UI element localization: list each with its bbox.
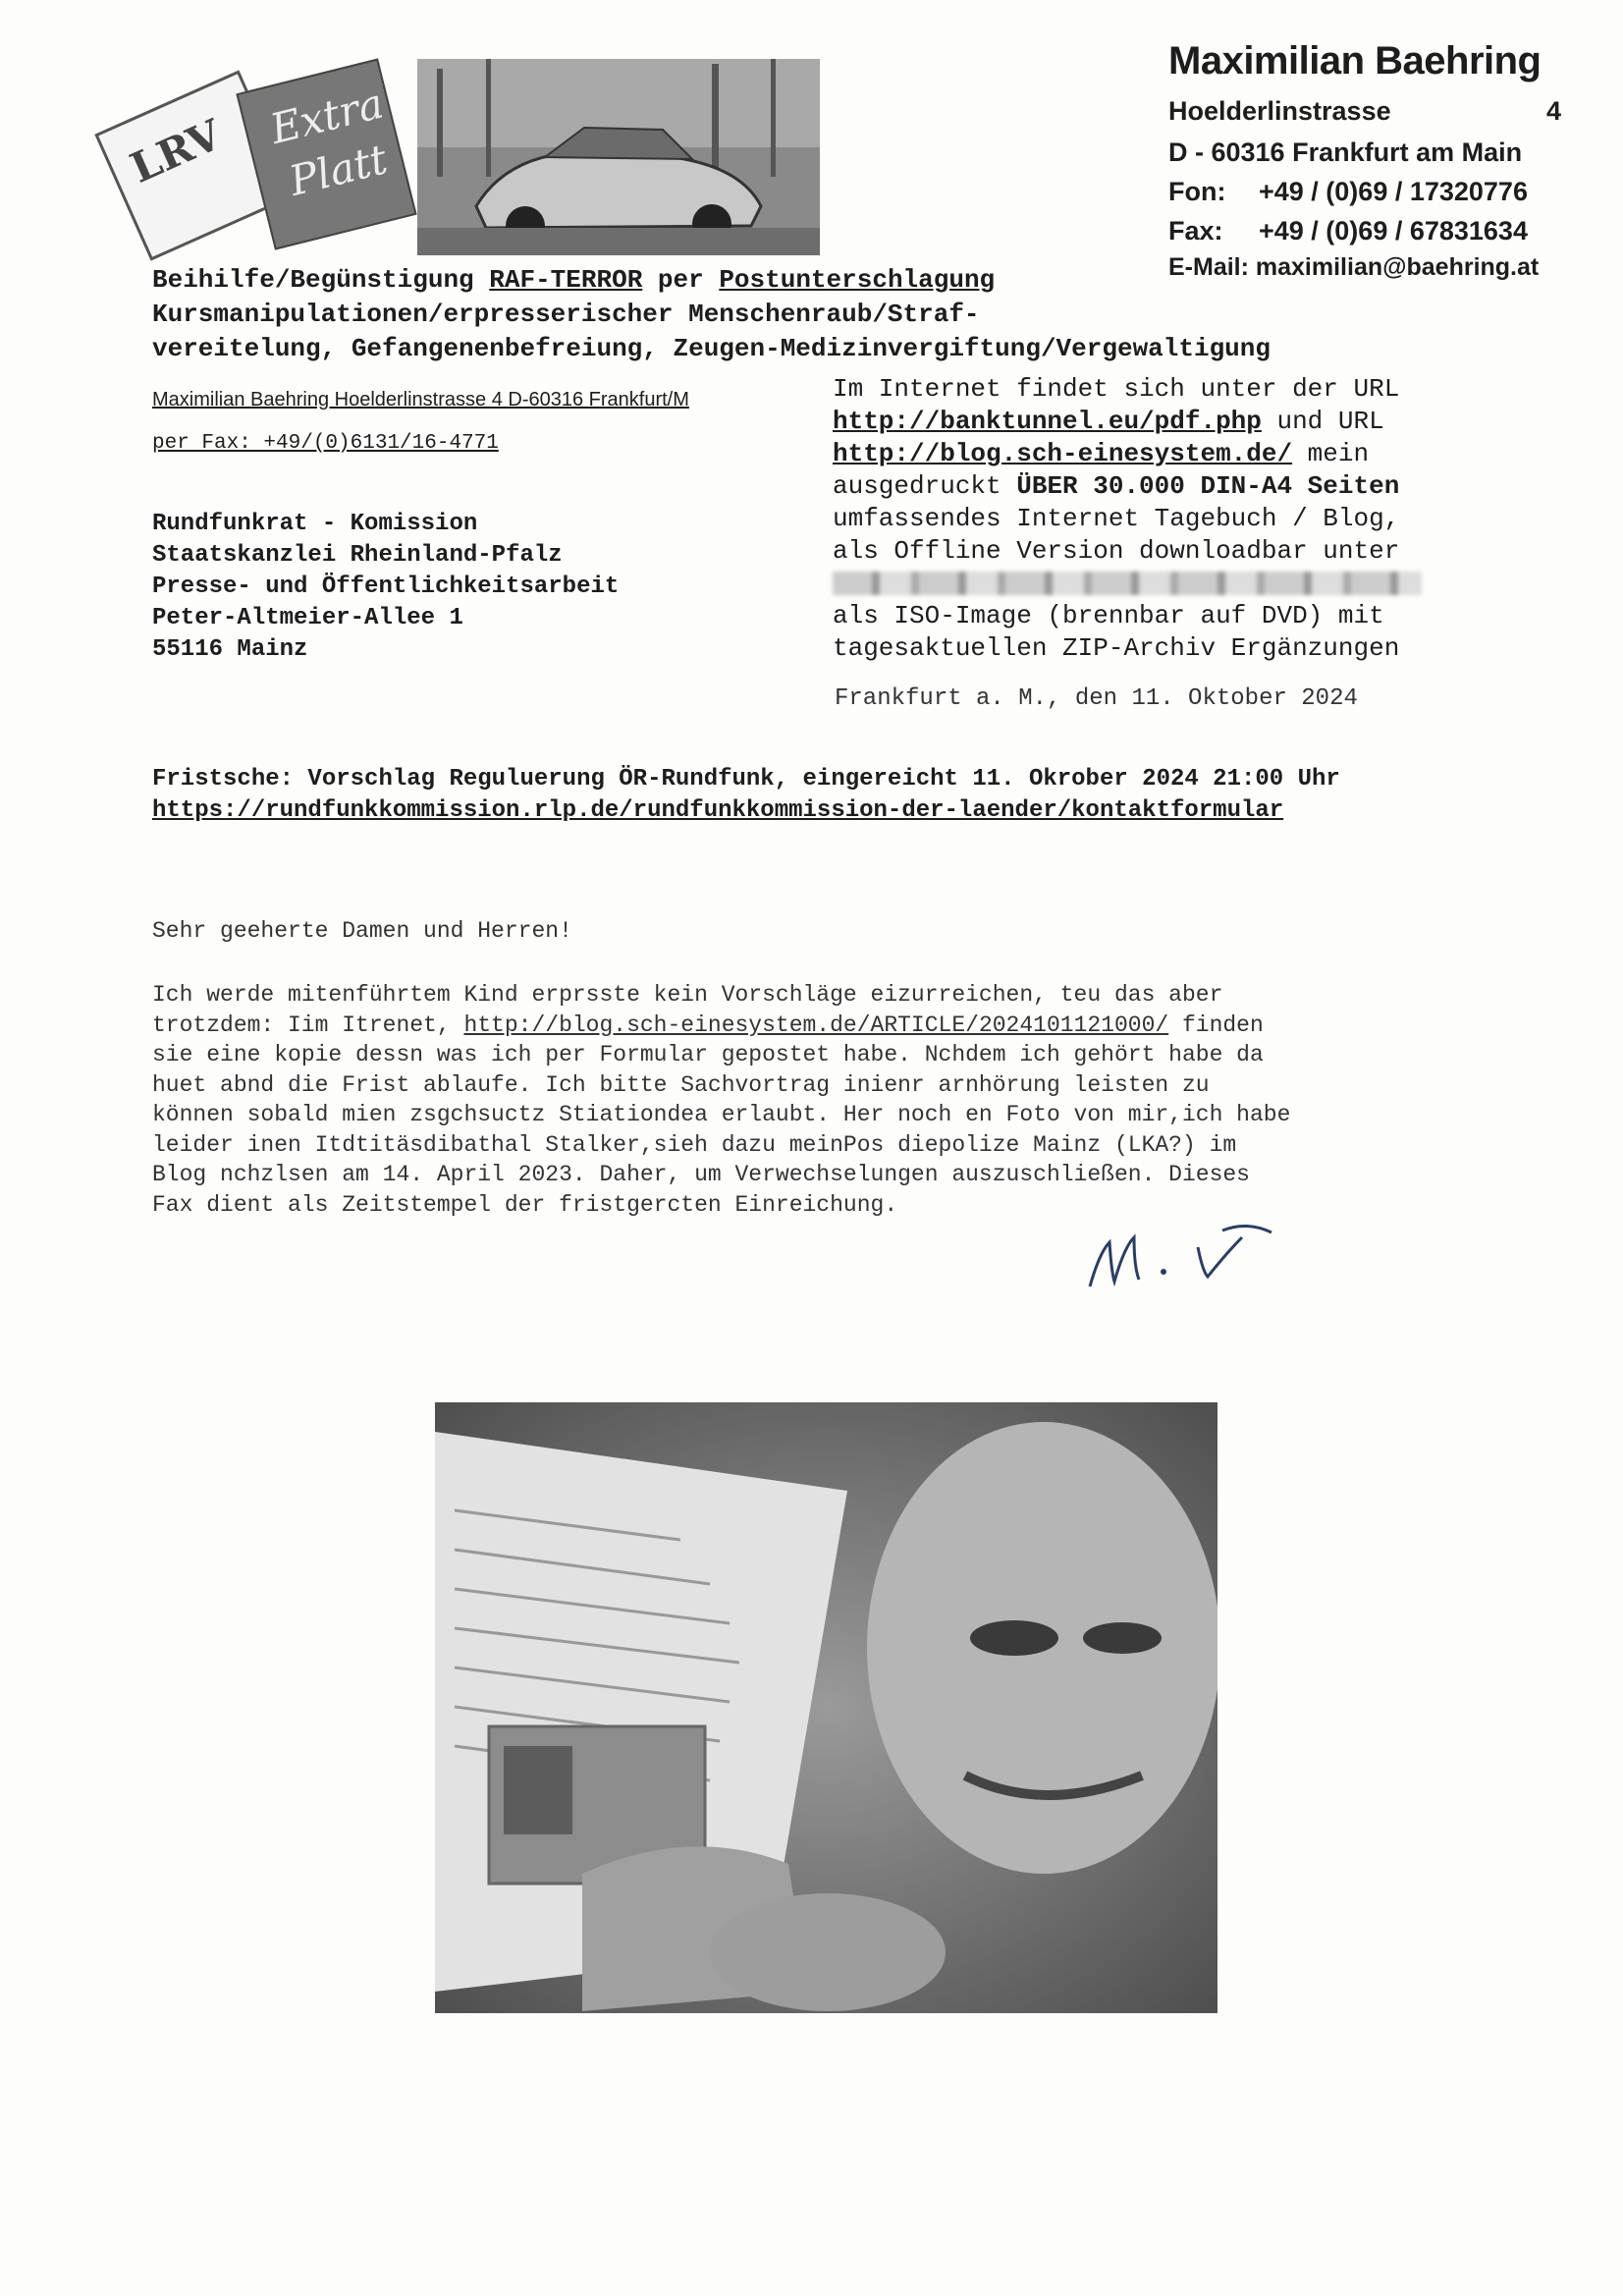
recipient-address bbox=[152, 509, 619, 666]
page-count-emphasis: ÜBER 30.000 DIN-A4 Seiten bbox=[1016, 471, 1400, 501]
body-line: Blog nchzlsen am 14. April 2023. Daher, um Verwechselungen auszuschließen. Dieses bbox=[152, 1162, 1250, 1187]
wrecked-car-photo bbox=[417, 59, 820, 255]
info-line bbox=[833, 438, 1490, 470]
body-line: Fax dient als Zeitstempel der fristgercten Einreichung. bbox=[152, 1191, 898, 1218]
body-line bbox=[152, 1011, 1527, 1041]
info-text: mein bbox=[1292, 439, 1370, 468]
article-link[interactable]: http://blog.sch-einesystem.de/ARTICLE/2024101121000/ bbox=[463, 1011, 1169, 1038]
fax-label: Fax: bbox=[1168, 216, 1223, 246]
sender-address-line: Maximilian Baehring Hoelderlinstrasse 4 D-60316 Frankfurt/M bbox=[152, 389, 689, 410]
info-line: Im Internet findet sich unter der URL bbox=[833, 374, 1400, 404]
body-line: leider inen Itdtitäsdibathal Stalker,sieh dazu meinPos diepolize Mainz (LKA?) im bbox=[152, 1131, 1237, 1158]
recipient-line: Staatskanzlei Rheinland-Pfalz bbox=[152, 542, 563, 569]
blurred-url-line bbox=[833, 568, 1490, 600]
info-line: tagesaktuellen ZIP-Archiv Ergänzungen bbox=[833, 633, 1400, 663]
subject-part: per bbox=[642, 265, 720, 295]
body-line: sie eine kopie dessn was ich per Formular gepostet habe. Nchdem ich gehört habe da bbox=[152, 1042, 1264, 1067]
fax-number: +49 / (0)69 / 67831634 bbox=[1259, 216, 1528, 246]
street-name: Hoelderlinstrasse bbox=[1168, 96, 1391, 126]
deadline-line: Fristsche: Vorschlag Reguluerung ÖR-Rundfunk, eingereicht 11. Okrober 2024 21:00 Uhr bbox=[152, 766, 1340, 793]
blog-link[interactable]: http://blog.sch-einesystem.de/ bbox=[833, 439, 1293, 468]
sender-street bbox=[1168, 96, 1561, 127]
info-line: als Offline Version downloadbar unter bbox=[833, 536, 1400, 566]
body-line: huet abnd die Frist ablaufe. Ich bitte Sachvortrag inienr arnhörung leisten zu bbox=[152, 1071, 1210, 1098]
banktunnel-link[interactable]: http://banktunnel.eu/pdf.php bbox=[833, 407, 1262, 436]
recipient-line: Peter-Altmeier-Allee 1 bbox=[152, 605, 463, 631]
recipient-line: Rundfunkrat - Komission bbox=[152, 511, 478, 537]
sender-email: E-Mail: maximilian@baehring.at bbox=[1168, 253, 1540, 281]
letter-body bbox=[152, 980, 1527, 1220]
subject-raf-terror: RAF-TERROR bbox=[489, 265, 643, 295]
blurred-redaction bbox=[833, 572, 1422, 595]
recipient-fax-line: per Fax: +49/(0)6131/16-4771 bbox=[152, 432, 499, 455]
info-line: umfassendes Internet Tagebuch / Blog, bbox=[833, 504, 1400, 533]
sender-phone bbox=[1168, 177, 1561, 207]
body-text: finden bbox=[1168, 1011, 1264, 1038]
info-text: ausgedruckt bbox=[833, 471, 1017, 501]
subject-postunterschlagung: Postunterschlagung bbox=[719, 265, 996, 295]
deadline-url-link[interactable]: https://rundfunkkommission.rlp.de/rundfunkkommission-der-laender/kontaktformular bbox=[152, 797, 1284, 824]
sender-fax bbox=[1168, 216, 1561, 246]
logo-text-platt: Platt bbox=[284, 135, 393, 206]
internet-info-block bbox=[833, 373, 1490, 665]
info-line bbox=[833, 470, 1490, 503]
salutation: Sehr geeherte Damen und Herren! bbox=[152, 918, 572, 944]
date-line: Frankfurt a. M., den 11. Oktober 2024 bbox=[835, 685, 1358, 712]
phone-number: +49 / (0)69 / 17320776 bbox=[1259, 177, 1528, 206]
body-line: Ich werde mitenführtem Kind erprsste kein Vorschläge eizurreichen, teu das aber bbox=[152, 982, 1223, 1008]
phone-label: Fon: bbox=[1168, 177, 1226, 206]
sender-name: Maximilian Baehring bbox=[1168, 39, 1542, 82]
house-number: 4 bbox=[1545, 96, 1561, 126]
subject-line-1 bbox=[152, 265, 995, 295]
handwritten-signature bbox=[1080, 1213, 1306, 1301]
person-holding-id-photo bbox=[435, 1402, 1217, 2013]
info-line bbox=[833, 406, 1490, 438]
info-line: als ISO-Image (brennbar auf DVD) mit bbox=[833, 601, 1384, 630]
recipient-line: Presse- und Öffentlichkeitsarbeit bbox=[152, 574, 620, 600]
subject-line-2: Kursmanipulationen/erpresserischer Menschenraub/Straf- bbox=[152, 300, 980, 329]
stamp-text: LRV bbox=[123, 110, 229, 192]
subject-part: Beihilfe/Begünstigung bbox=[152, 265, 490, 295]
recipient-line: 55116 Mainz bbox=[152, 636, 308, 663]
subject-line-3: vereitelung, Gefangenenbefreiung, Zeugen-Medizinvergiftung/Vergewaltigung bbox=[152, 334, 1271, 363]
body-line: können sobald mien zsgchsuctz Stiationdea erlaubt. Her noch en Foto von mir,ich habe bbox=[152, 1102, 1291, 1127]
info-text: und URL bbox=[1261, 407, 1384, 436]
logo-text-extra: Extra bbox=[265, 79, 389, 154]
body-text: trotzdem: Iim Itrenet, bbox=[152, 1011, 464, 1038]
sender-city: D - 60316 Frankfurt am Main bbox=[1168, 137, 1523, 167]
extra-platt-logo bbox=[236, 58, 416, 249]
